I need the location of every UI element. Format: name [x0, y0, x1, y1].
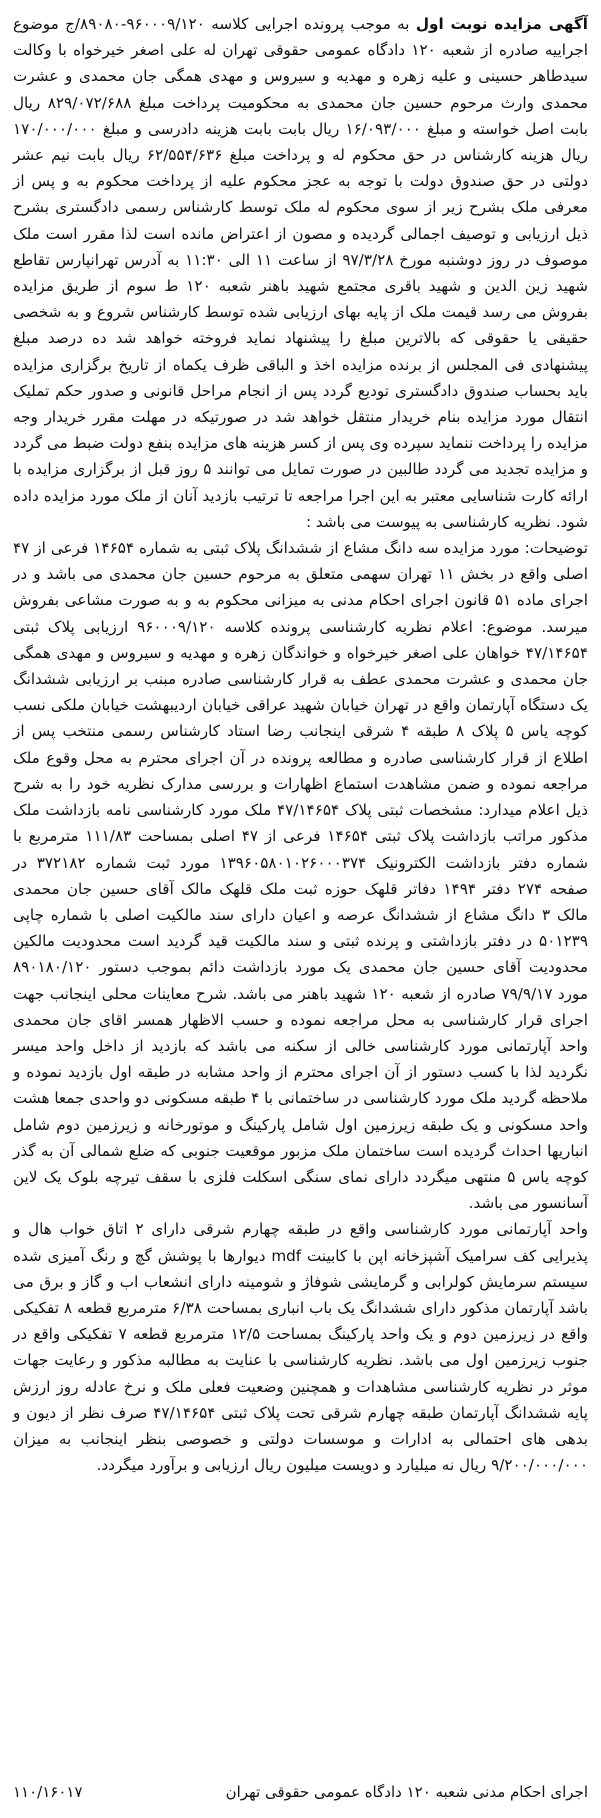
- auction-notice: [6, 6, 595, 1806]
- notice-footer: [13, 1780, 588, 1804]
- notice-intro-text: به موجب پرونده اجرایی کلاسه ۹۶۰۰۰۹/۱۲۰-۸۹۰۸۰/ج موضوع اجراییه صادره از شعبه ۱۲۰ دادگاه عمومی حقوقی تهران له علی اصغر خیرخواه با وکالت سیدطاهر حسینی و علیه زهره و مهدیه و سیروس و مهدی همگی جان محمدی و عشرت محمدی وارث مرحوم حسین جان محمدی به محکومیت پرداخت مبلغ ۸۲۹/۰۷۲/۶۸۸ ریال بابت اصل خواسته و مبلغ ۱۶/۰۹۳/۰۰۰ ریال بابت بابت هزینه دادرسی و مبلغ ۱۷۰/۰۰۰/۰۰۰ ریال هزینه کارشناس در حق محکوم له و پرداخت مبلغ ۶۲/۵۵۴/۶۳۶ ریال بابت نیم عشر دولتی در حق صندوق دولت با توجه به عجز محکوم علیه از پرداخت محکوم به و پس از معرفی ملک بشرح زیر از سوی محکوم له ملک توسط کارشناس رسمی دادگستری بشرح ذیل ارزیابی و توصیف اجمالی گردیده و مصون از اعتراض مانده است لذا مقرر است ملک موصوف در روز دوشنبه مورخ ۹۷/۳/۲۸ از ساعت ۱۱ الی ۱۱:۳۰ به آدرس تهرانپارس تقاطع شهید زین الدین و شهید باقری مجتمع شهید باهنر شعبه ۱۲۰ ط سوم از طریق مزایده بفروش می رسد قیمت ملک از پایه بهای ارزیابی شده توسط کارشناس شروع و به شخصی حقیقی یا حقوقی که بالاترین مبلغ را پیشنهاد نماید فروخته خواهد شد ده درصد مبلغ پیشنهادی فی المجلس از برنده مزایده اخذ و الباقی ظرف یکماه از تاریخ برگزاری مزایده باید بحساب صندوق دادگستری تودیع گردد پس از انجام مراحل قانونی و صدور حکم تملیک انتقال مورد مزایده بنام خریدار منتقل خواهد شد در صورتیکه در مهلت مقرر خریدار وجه مزایده را پرداخت ننماید سپرده وی پس از کسر هزینه های مزایده بنفع دولت ضبط می گردد و مزایده تجدید می گردد طالبین در صورت تمایل می توانند ۵ روز قبل از برگزاری مزایده با ارائه کارت شناسایی معتبر به این اجرا مراجعه تا ترتیب بازدید آنان از ملک مورد مزایده داده شود. نظریه کارشناسی به پیوست می باشد :: [13, 15, 589, 531]
- notice-heading: آگهی مزایده نوبت اول: [415, 15, 588, 33]
- notice-reference-code: ۱۱۰/۱۶۰۱۷: [13, 1782, 83, 1801]
- notice-details: توضیحات: مورد مزایده سه دانگ مشاع از ششدانگ پلاک ثبتی به شماره ۱۴۶۵۴ فرعی از ۴۷ اصلی واقع در بخش ۱۱ تهران سهمی متعلق به مرحوم حسین جان محمدی می باشد و در اجرای ماده ۵۱ قانون اجرای احکام مدنی به میزانی محکوم به و به صورت مشاعی بفروش میرسد. موضوع: اعلام نظریه کارشناسی پرونده کلاسه ۹۶۰۰۰۹/۱۲۰ ارزیابی پلاک ثبتی ۴۷/۱۴۶۵۴ خواهان علی اصغر خیرخواه و خواندگان زهره و مهدیه و سیروس و مهدی همگی جان محمدی و عشرت محمدی عطف به قرار کارشناسی صادره مبنب بر ارزیابی ششدانگ یک دستگاه آپارتمان واقع در تهران خیابان شهید عراقی خیابان اردیبهشت خیابان ملکی نسب کوچه یاس ۵ پلاک ۸ طبقه ۴ شرقی اینجانب رضا استاد کارشناس رسمی منتخب پس از اطلاع از قرار کارشناسی صادره و مطالعه پرونده در آن اجرای محترم به محل وقوع ملک مراجعه نموده و ضمن مشاهدت استماع اظهارات و بررسی مدارک نظریه خود را به شرح ذیل اعلام میدارد: مشخصات ثبتی پلاک ۴۷/۱۴۶۵۴ ملک مورد کارشناسی نامه بازداشت ملک مذکور مراتب بازداشت پلاک ثبتی ۱۴۶۵۴ فرعی از ۴۷ اصلی بمساحت ۱۱۱/۸۳ مترمربع با شماره دفتر بازداشت الکترونیک ۱۳۹۶۰۵۸۰۱۰۲۶۰۰۰۳۷۴ مورد ثبت شماره ۳۷۲۱۸۲ در صفحه ۲۷۴ دفتر ۱۴۹۴ دفاتر قلهک حوزه ثبت ملک قلهک مالک آقای حسین جان محمدی مالک ۳ دانگ مشاع از ششدانگ عرصه و اعیان دارای سند مالکیت اصلی با شماره چاپی ۵۰۱۲۳۹ در دفتر بازداشتی و پرنده ثبتی و سند مالکیت قید گردید است محدودیت مالکین محدودیت آقای حسین جان محمدی یک مورد بازداشت دائم بموجب دستور ۸۹۰۱۸۰/۱۲۰ مورد ۷۹/۹/۱۷ صادره از شعبه ۱۲۰ شهید باهنر می باشد. شرح معاینات محلی اینجانب جهت اجرای قرار کارشناسی به محل مراجعه نموده و حسب الاظهار همسر اقای جان محمدی واحد آپارتمانی مورد کارشناسی خالی از سکنه می باشد که بازدید از داخل واحد میسر نگردید لذا با کسب دستور از آن اجرای محترم از واحد مشابه در طبقه اول بازدید نموده و ملاحظه گردید ملک مورد کارشناسی در ساختمانی با ۴ طبقه مسکونی دو واحدی جمعا هشت واحد مسکونی و یک طبقه زیرزمین اول شامل پارکینگ و موتورخانه و زیرزمین دوم شامل انباریها احداث گردیده است ساختمان ملک مزبور موقعیت جنوبی که ضلع شمالی آن به گذر کوچه یاس ۵ منتهی میگردد دارای نمای سنگی اسکلت فلزی با سقف تیرچه بلوک یک لاین آسانسور می باشد.: [13, 539, 589, 1213]
- notice-apartment-description: واحد آپارتمانی مورد کارشناسی واقع در طبقه چهارم شرقی دارای ۲ اتاق خواب هال و پذیرایی کف سرامیک آشپزخانه اپن با کابینت mdf دیوارها با پوشش گچ و رنگ آمیزی شده سیستم سرمایش کولرابی و گرمایشی شوفاژ و شومینه دارای انشعاب اب و گاز و برق می باشد آپارتمان مذکور دارای ششدانگ یک باب انباری بمساحت ۶/۳۸ مترمربع قطعه ۸ تفکیکی واقع در زیرزمین دوم و یک واحد پارکینگ بمساحت ۱۲/۵ مترمربع قطعه ۷ تفکیکی واقع در جنوب زیرزمین اول می باشد. نظریه کارشناسی با عنایت به مطالبه مذکور و رعایت جهات موثر در نظریه کارشناسی مشاهدات و همچنین وضعیت فعلی ملک و نرخ عادله روز ارزش پایه ششدانگ آپارتمان طبقه چهارم شرقی تحت پلاک ثبتی ۴۷/۱۴۶۵۴ صرف نظر از دیون و بدهی های احتمالی به ادارات و موسسات دولتی و خصوصی بنظر اینجانب به میزان ۹/۲۰۰/۰۰۰/۰۰۰ ریال نه میلیارد و دویست میلیون ریال ارزیابی و برآورد میگردد.: [13, 1220, 589, 1475]
- notice-issuer: اجرای احکام مدنی شعبه ۱۲۰ دادگاه عمومی حقوقی تهران: [225, 1782, 588, 1801]
- notice-paragraph-intro: [13, 11, 588, 535]
